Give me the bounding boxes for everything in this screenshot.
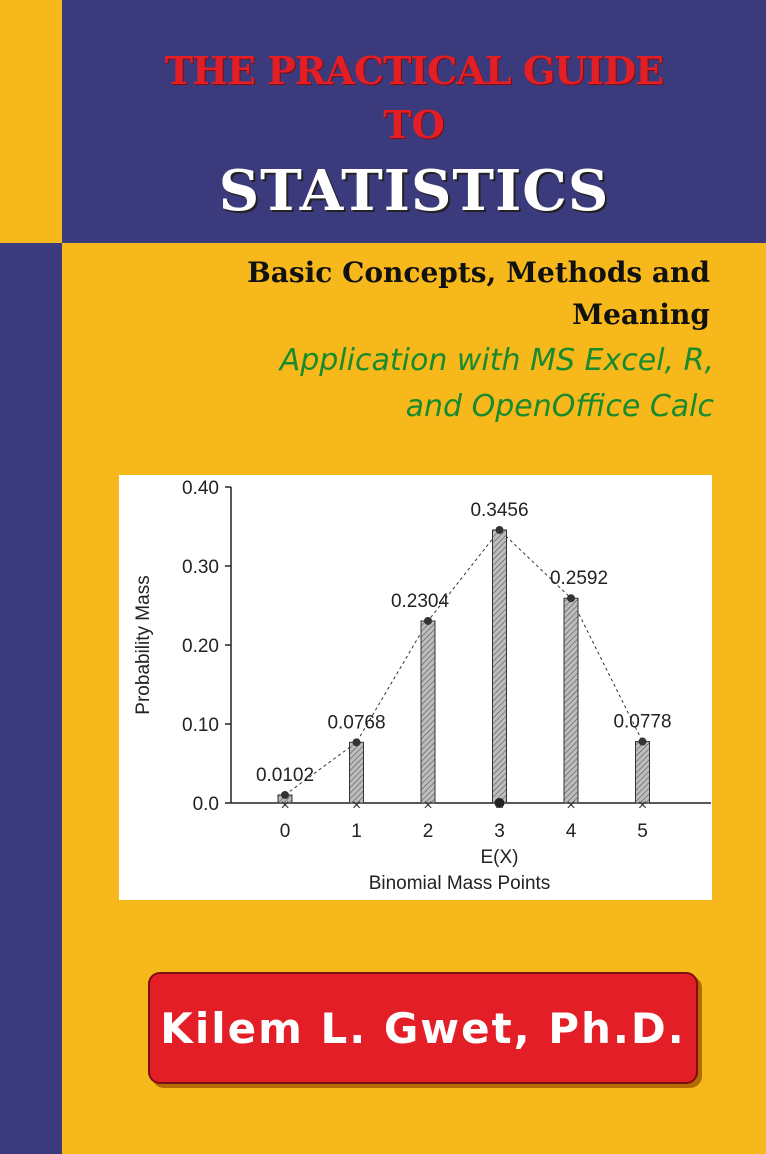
y-tick-label: 0.20 [182,636,219,657]
bar [636,742,650,803]
subtitle-line-2: Meaning [572,298,710,331]
tagline-line-2: and OpenOffice Calc [405,389,714,424]
data-label: 0.2304 [390,590,450,612]
data-label: 0.0768 [327,712,386,734]
data-label: 0.0778 [613,711,672,733]
corner-block [0,0,62,243]
subtitle-line-1: Basic Concepts, Methods and [247,256,710,289]
chart-panel [119,475,712,900]
author-name: Kilem L. Gwet, Ph.D. [160,1003,686,1053]
data-label: 0.3456 [470,499,529,521]
x-mark: × [566,797,576,814]
y-axis-label: Probability Mass [133,575,154,715]
tagline-line-1: Application with MS Excel, R, [279,343,714,378]
author-box [148,972,698,1084]
title-main: STATISTICS [218,158,610,224]
data-label: 0.2592 [549,568,609,590]
title-line-1: THE PRACTICAL GUIDE [164,48,664,93]
bar [421,621,435,803]
bar [564,598,578,803]
x-axis-label-secondary: Binomial Mass Points [368,873,551,894]
title-line-2: TO [383,102,445,147]
y-tick-label: 0.0 [192,794,219,815]
x-tick-label: 3 [494,821,505,842]
y-tick-label: 0.30 [182,557,219,578]
x-mark: × [351,797,362,814]
expected-value-marker [495,798,505,808]
data-label: 0.0102 [255,764,315,786]
subtitle [70,252,710,336]
x-mark: × [637,797,648,814]
bar [493,530,507,803]
bar-top-point [567,594,575,602]
x-mark: × [423,797,433,814]
bar-top-point [353,738,361,746]
x-tick-label: 5 [637,821,648,842]
y-tick-label: 0.40 [182,478,219,499]
bar-top-point [424,617,432,625]
tagline [64,338,714,430]
x-tick-label: 2 [422,821,434,842]
x-tick-label: 1 [351,821,362,842]
x-mark: × [280,797,290,814]
x-tick-label: 4 [565,821,577,842]
binomial-bar-chart [119,475,712,900]
x-tick-label: 0 [279,821,291,842]
bar [350,742,364,803]
y-tick-label: 0.10 [182,715,219,736]
bar-top-point [639,738,647,746]
bar-top-point [496,526,504,534]
x-axis-label: E(X) [480,847,519,868]
